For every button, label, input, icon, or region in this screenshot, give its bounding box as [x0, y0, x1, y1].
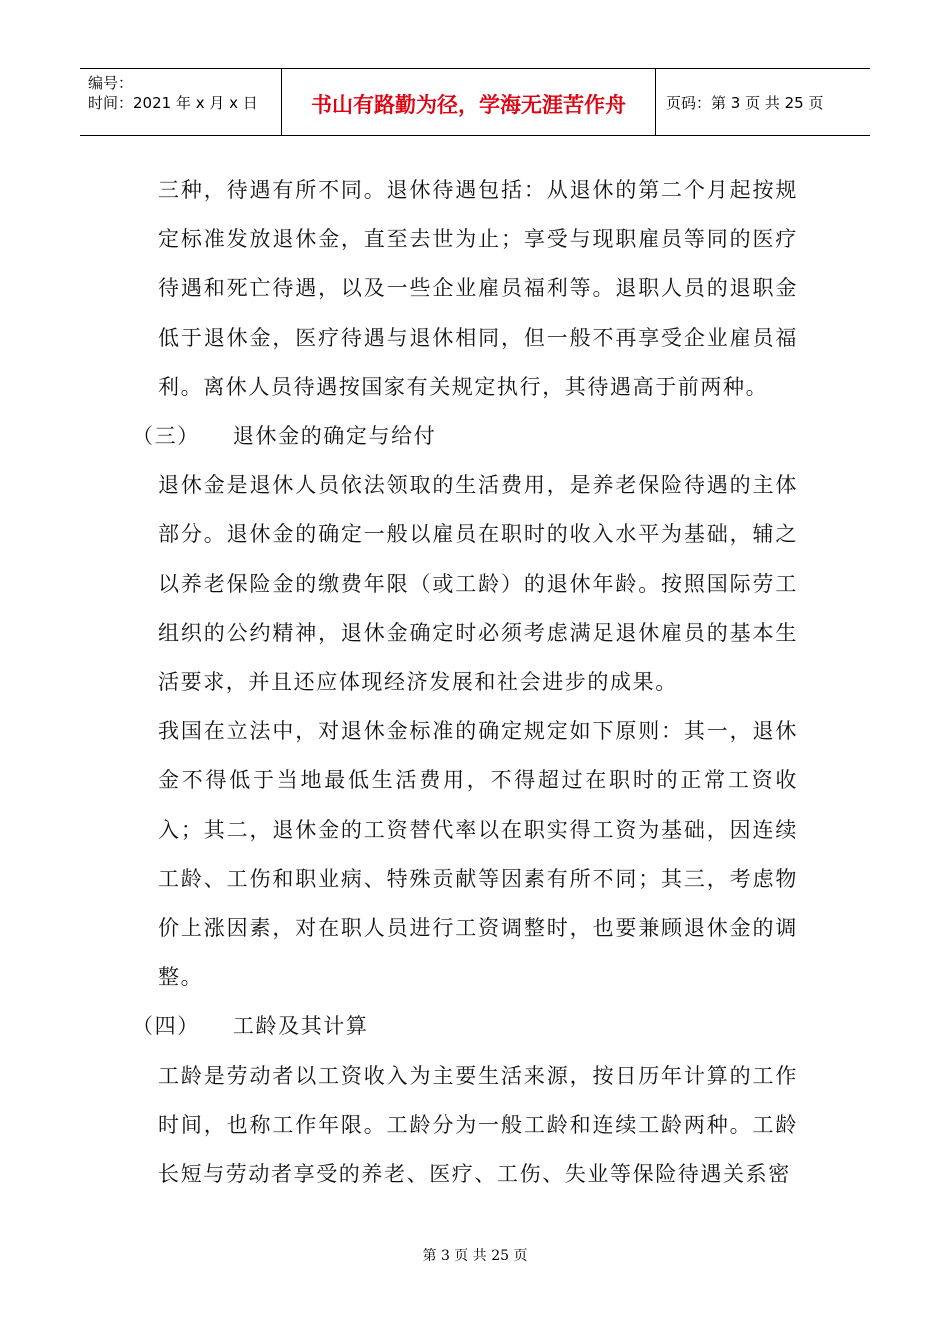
paragraph: 我国在立法中，对退休金标准的确定规定如下原则：其一，退休金不得低于当地最低生活费用，不得超过在职时的正常工资收入；其二，退休金的工资替代率以在职实得工资为基础，因连续工龄、工伤和职业病、特殊贡献等因素有所不同；其三，考虑物价上涨因素，对在职人员进行工资调整时，也要兼顾退休金的调整。: [158, 719, 798, 990]
section-heading: （四） 工龄及其计算: [132, 1014, 369, 1039]
header-meta: [80, 69, 282, 135]
header-page-info: 页码：第 3 页 共 25 页: [666, 93, 824, 112]
document-header: [80, 68, 870, 136]
paragraph: 退休金是退休人员依法领取的生活费用，是养老保险待遇的主体部分。退休金的确定一般以雇员在职时的收入水平为基础，辅之以养老保险金的缴费年限（或工龄）的退休年龄。按照国际劳工组织的公约精神，退休金确定时必须考虑满足退休雇员的基本生活要求，并且还应体现经济发展和社会进步的成果。: [158, 473, 798, 695]
number-label: 编号：: [88, 74, 134, 92]
page-footer: 第 3 页 共 25 页: [422, 1248, 528, 1264]
document-body: [132, 166, 798, 1199]
paragraph: 工龄是劳动者以工资收入为主要生活来源，按日历年计算的工作时间，也称工作年限。工龄分为一般工龄和连续工龄两种。工龄长短与劳动者享受的养老、医疗、工伤、失业等保险待遇关系密: [158, 1063, 798, 1187]
paragraph: 三种，待遇有所不同。退休待遇包括：从退休的第二个月起按规定标准发放退休金，直至去世为止；享受与现职雇员等同的医疗待遇和死亡待遇，以及一些企业雇员福利等。退职人员的退职金低于退休金，医疗待遇与退休相同，但一般不再享受企业雇员福利。离休人员待遇按国家有关规定执行，其待遇高于前两种。: [158, 178, 798, 399]
date-line: 时间：2021 年 x 月 x 日: [88, 94, 258, 112]
header-motto: 书山有路勤为径，学海无涯苦作舟: [282, 69, 656, 135]
section-heading: （三） 退休金的确定与给付: [132, 424, 437, 449]
